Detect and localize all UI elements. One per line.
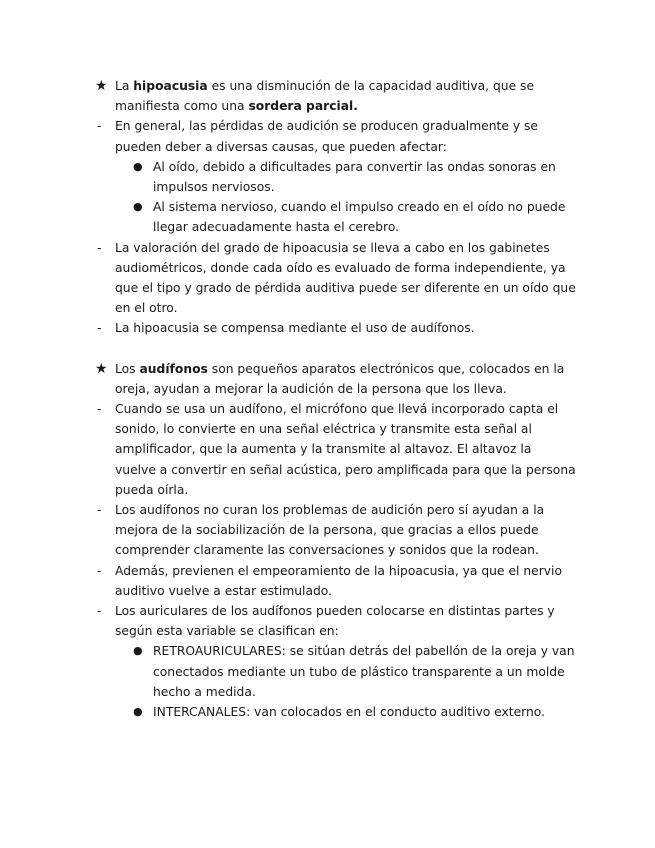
bold-term-sordera-parcial: sordera parcial. bbox=[248, 99, 358, 114]
star-icon: ★ bbox=[95, 360, 108, 377]
sub-list-item-text: INTERCANALES: van colocados en el conducto auditivo externo. bbox=[153, 705, 546, 720]
sub-list-item-text: Al sistema nervioso, cuando el impulso creado en el oído no puede llegar adecuadamente hasta el cerebro. bbox=[153, 200, 566, 235]
sub-list-item bbox=[96, 702, 576, 722]
dash-marker: - bbox=[97, 119, 102, 134]
list-item bbox=[96, 500, 576, 561]
hipoacusia-definition bbox=[96, 76, 576, 116]
dash-marker: - bbox=[97, 402, 102, 417]
document-body bbox=[96, 76, 576, 722]
audifonos-definition bbox=[96, 359, 576, 399]
bullet-icon: ● bbox=[133, 200, 143, 214]
star-icon: ★ bbox=[95, 78, 108, 94]
sub-list-item bbox=[96, 197, 576, 237]
list-item-text: La hipoacusia se compensa mediante el uso de audífonos. bbox=[115, 321, 475, 336]
bullet-icon: ● bbox=[133, 705, 143, 719]
text-run: es una disminución de la capacidad auditiva, que se manifiesta como una bbox=[115, 79, 535, 114]
list-item bbox=[96, 238, 576, 319]
list-item-text: Los auriculares de los audífonos pueden colocarse en distintas partes y según esta variable se clasifican en: bbox=[115, 604, 555, 639]
list-item-text: Cuando se usa un audífono, el micrófono que llevá incorporado capta el sonido, lo convierte en una señal eléctrica y transmite esta señal al amplificador, que la aumenta y la transmite al altavoz. El altavoz la vuelve a convertir en señal acústica, pero amplificada para que la persona pueda oírla. bbox=[115, 402, 576, 497]
bullet-icon: ● bbox=[133, 644, 143, 658]
bold-term-hipoacusia: hipoacusia bbox=[133, 79, 208, 93]
text-run: La bbox=[115, 79, 134, 93]
list-item-text: Los audífonos no curan los problemas de audición pero sí ayudan a la mejora de la sociabilización de la persona, que gracias a ellos puede comprender claramente las conversaciones y sonidos que la rodean. bbox=[115, 503, 545, 558]
list-item bbox=[96, 399, 576, 500]
dash-marker: - bbox=[97, 604, 102, 619]
bold-term-audifonos: audífonos bbox=[139, 361, 208, 376]
bullet-icon: ● bbox=[133, 159, 143, 173]
list-item-text: La valoración del grado de hipoacusia se lleva a cabo en los gabinetes audiométricos, donde cada oído es evaluado de forma independiente, ya que el tipo y grado de pérdida auditiva puede ser diferente en un oído que en el otro. bbox=[115, 240, 576, 316]
spacer bbox=[96, 339, 576, 359]
text-run: Los bbox=[115, 361, 140, 376]
dash-marker: - bbox=[97, 240, 102, 255]
list-item-text: En general, las pérdidas de audición se producen gradualmente y se pueden deber a diversas causas, que pueden afectar: bbox=[115, 119, 538, 154]
sub-list-item bbox=[96, 641, 576, 702]
list-item bbox=[96, 601, 576, 641]
dash-marker: - bbox=[97, 503, 102, 518]
dash-marker: - bbox=[97, 563, 102, 578]
list-item bbox=[96, 318, 576, 338]
list-item bbox=[96, 561, 576, 601]
text-run: son pequeños aparatos electrónicos que, colocados en la oreja, ayudan a mejorar la audición de la persona que los lleva. bbox=[115, 361, 565, 396]
list-item bbox=[96, 116, 576, 156]
sub-list-item-text: Al oído, debido a dificultades para convertir las ondas sonoras en impulsos nerviosos. bbox=[153, 159, 556, 195]
dash-marker: - bbox=[97, 321, 102, 336]
list-item-text: Además, previenen el empeoramiento de la hipoacusia, ya que el nervio auditivo vuelve a estar estimulado. bbox=[115, 563, 562, 598]
sub-list-item-text: RETROAURICULARES: se sitúan detrás del pabellón de la oreja y van conectados mediante un tubo de plástico transparente a un molde hecho a medida. bbox=[153, 644, 575, 699]
sub-list-item bbox=[96, 157, 576, 197]
